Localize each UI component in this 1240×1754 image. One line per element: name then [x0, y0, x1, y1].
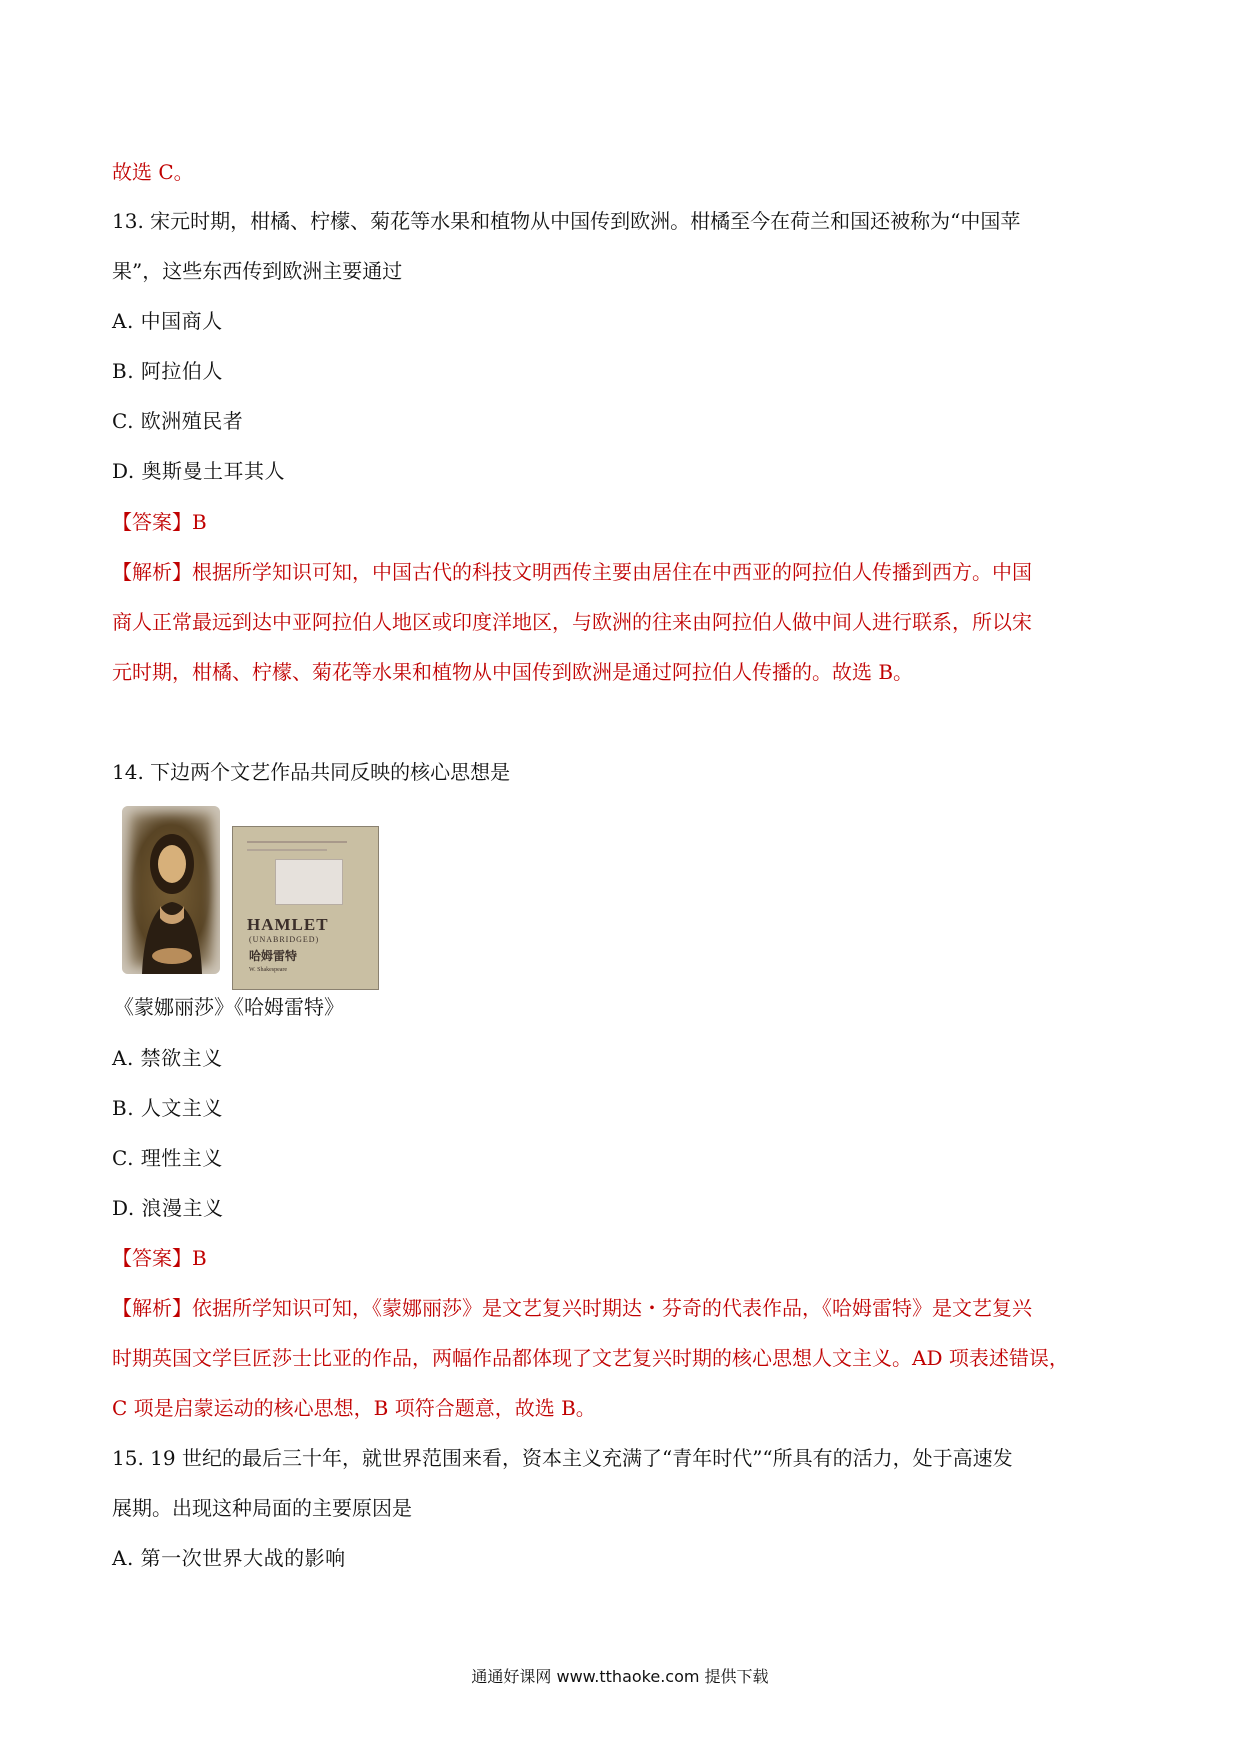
mona-lisa-image [122, 806, 220, 974]
q15-option-a: A. 第一次世界大战的影响 [112, 1546, 346, 1570]
book-chinese-title: 哈姆雷特 [249, 949, 298, 963]
hamlet-book-cover [232, 826, 379, 990]
q14-option-a: A. 禁欲主义 [112, 1046, 223, 1070]
book-cover-illustration [275, 859, 343, 905]
book-author: W. Shakespeare [249, 967, 288, 973]
q13-option-b: B. 阿拉伯人 [112, 359, 223, 383]
q13-stem-line-2: 果”，这些东西传到欧洲主要通过 [112, 259, 403, 283]
q14-option-c: C. 理性主义 [112, 1146, 223, 1170]
q14-answer: 【答案】B [112, 1246, 207, 1270]
q13-option-c: C. 欧洲殖民者 [112, 409, 244, 433]
q13-analysis-line-3: 元时期，柑橘、柠檬、菊花等水果和植物从中国传到欧洲是通过阿拉伯人传播的。故选 B。 [112, 660, 914, 684]
q13-option-d: D. 奥斯曼土耳其人 [112, 459, 286, 483]
q14-figure-caption: 《蒙娜丽莎》《哈姆雷特》 [114, 995, 344, 1019]
q15-stem-line-2: 展期。出现这种局面的主要原因是 [112, 1496, 412, 1520]
q13-analysis-line-2: 商人正常最远到达中亚阿拉伯人地区或印度洋地区，与欧洲的往来由阿拉伯人做中间人进行联系，所以宋 [112, 610, 1032, 634]
q15-stem-line-1: 15. 19 世纪的最后三十年，就世界范围来看，资本主义充满了“青年时代”“所具有的活力，处于高速发 [112, 1446, 1013, 1470]
previous-answer-conclusion: 故选 C。 [112, 160, 194, 184]
q14-option-b: B. 人文主义 [112, 1096, 223, 1120]
q13-stem-line-1: 13. 宋元时期，柑橘、柠檬、菊花等水果和植物从中国传到欧洲。柑橘至今在荷兰和国还被称为“中国苹 [112, 209, 1021, 233]
book-cover-decoration-2 [247, 849, 327, 851]
book-subtitle: (UNABRIDGED) [249, 935, 320, 944]
q13-answer: 【答案】B [112, 510, 207, 534]
book-title: HAMLET [247, 915, 329, 934]
mona-lisa-drawing [122, 806, 220, 974]
q14-stem: 14. 下边两个文艺作品共同反映的核心思想是 [112, 760, 511, 784]
q14-analysis-line-1: 【解析】依据所学知识可知，《蒙娜丽莎》是文艺复兴时期达・芬奇的代表作品，《哈姆雷特》是文艺复兴 [112, 1296, 1032, 1320]
q13-option-a: A. 中国商人 [112, 309, 223, 333]
q13-analysis-line-1: 【解析】根据所学知识可知，中国古代的科技文明西传主要由居住在中西亚的阿拉伯人传播到西方。中国 [112, 560, 1032, 584]
q14-analysis-line-2: 时期英国文学巨匠莎士比亚的作品，两幅作品都体现了文艺复兴时期的核心思想人文主义。AD 项表述错误， [112, 1346, 1069, 1370]
q14-option-d: D. 浪漫主义 [112, 1196, 224, 1220]
q14-analysis-line-3: C 项是启蒙运动的核心思想，B 项符合题意，故选 B。 [112, 1396, 596, 1420]
book-cover-decoration [247, 841, 347, 843]
page-footer: 通通好课网 www.tthaoke.com 提供下载 [471, 1667, 769, 1686]
q14-artwork-images [122, 806, 382, 986]
